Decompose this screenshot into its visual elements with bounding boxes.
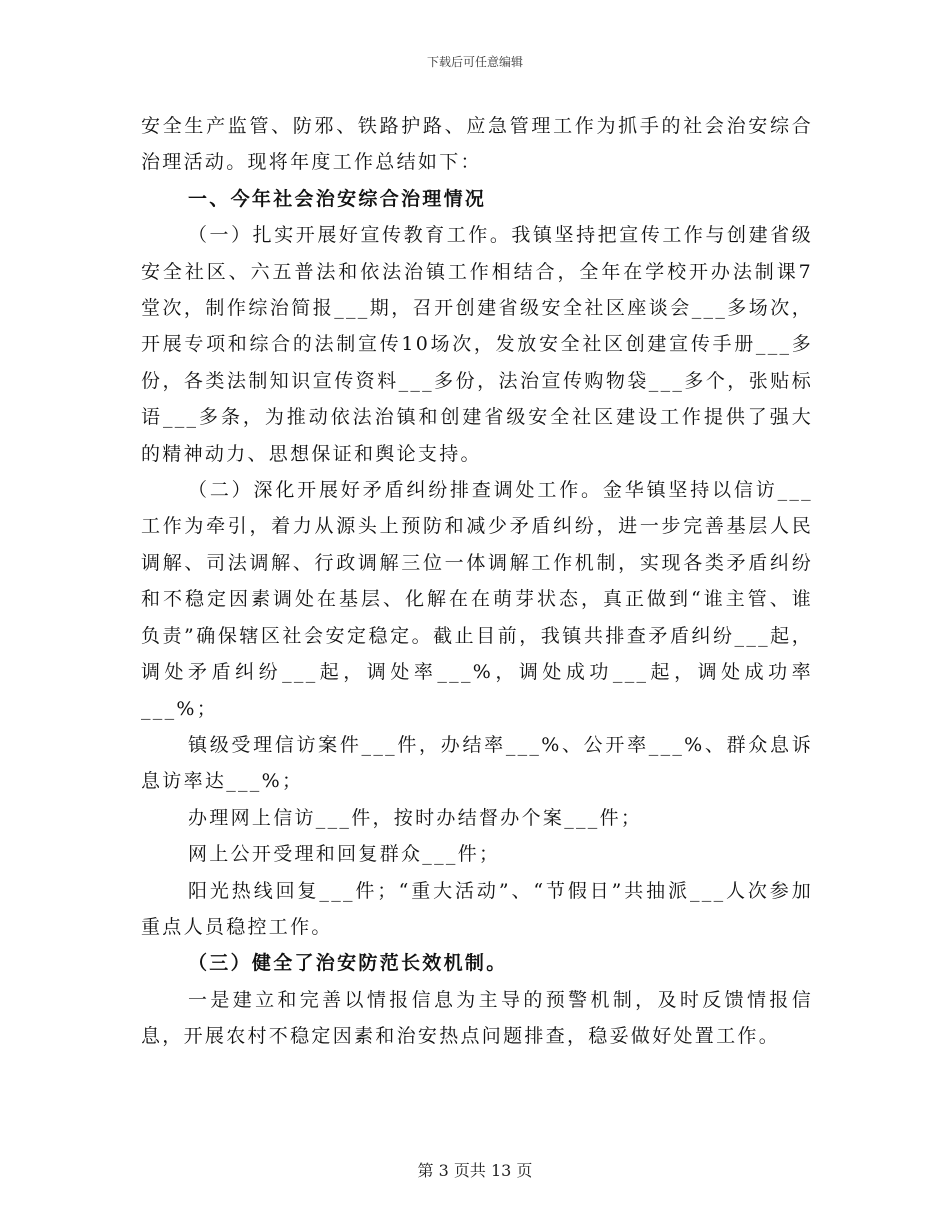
paragraph-early-warning: 一是建立和完善以情报信息为主导的预警机制，及时反馈情报信息，开展农村不稳定因素和治安热点问题排查，稳妥做好处置工作。 <box>141 988 813 1048</box>
paragraph-online-petitions: 办理网上信访___件，按时办结督办个案___件； <box>188 806 643 829</box>
paragraph-publicity-education: （一）扎实开展好宣传教育工作。我镇坚持把宣传工作与创建省级安全社区、六五普法和依法治镇工作相结合，全年在学校开办法制课7堂次，制作综治简报___期，召开创建省级安全社区座谈会___多场次，开展专项和综合的法制宣传10场次，发放安全社区创建宣传手册___多份，各类法制知识宣传资料___多份，法治宣传购物袋___多个，张贴标语___多条，为推动依法治镇和创建省级安全社区建设工作提供了强大的精神动力、思想保证和舆论支持。 <box>141 224 813 465</box>
page-number: 第 3 页共 13 页 <box>417 1161 533 1180</box>
section-heading-3: （三）健全了治安防范长效机制。 <box>188 952 508 975</box>
paragraph-dispute-mediation: （二）深化开展好矛盾纠纷排查调处工作。金华镇坚持以信访___工作为牵引，着力从源头上预防和减少矛盾纠纷，进一步完善基层人民调解、司法调解、行政调解三位一体调解工作机制，实现各类矛盾纠纷和不稳定因素调处在基层、化解在在萌芽状态，真正做到“谁主管、谁负责”确保辖区社会安定稳定。截止目前，我镇共排查矛盾纠纷___起，调处矛盾纠纷___起，调处率___%，调处成功___起，调处成功率___%； <box>141 479 813 720</box>
section-heading-1: 一、今年社会治安综合治理情况 <box>188 187 487 210</box>
header-note: 下载后可任意编辑 <box>426 55 523 69</box>
paragraph-public-replies: 网上公开受理和回复群众___件； <box>188 843 501 866</box>
document-body <box>141 108 813 1055</box>
paragraph-petition-cases: 镇级受理信访案件___件，办结率___%、公开率___%、群众息诉息访率达___%； <box>141 733 813 793</box>
intro-paragraph: 安全生产监管、防邪、铁路护路、应急管理工作为抓手的社会治安综合治理活动。现将年度工作总结如下： <box>141 115 813 174</box>
paragraph-hotline: 阳光热线回复___件；“重大活动”、“节假日”共抽派___人次参加重点人员稳控工作。 <box>141 879 813 938</box>
